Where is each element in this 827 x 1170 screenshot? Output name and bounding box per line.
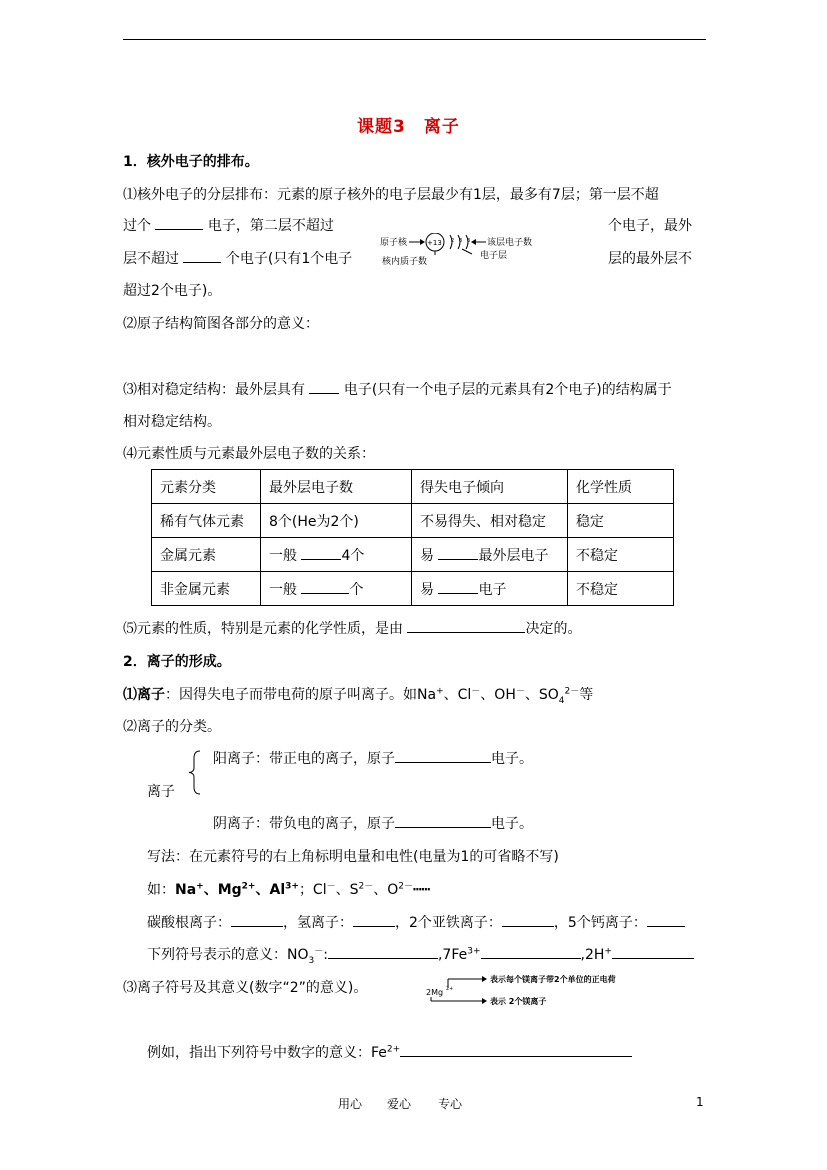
- s2-p2: ⑵离子的分类。: [123, 719, 221, 735]
- nucleus-value: +13: [427, 239, 442, 247]
- svg-text:2Mg: 2Mg: [426, 988, 444, 997]
- text: 一般: [269, 547, 297, 564]
- table-row: [152, 504, 674, 538]
- blank[interactable]: [301, 545, 341, 560]
- text: 过个: [123, 218, 151, 234]
- text: 4个: [341, 547, 365, 564]
- proton-label: 核内质子数: [382, 257, 428, 267]
- shell-label: 电子层: [480, 251, 508, 261]
- text: 碳酸根离子：: [147, 915, 231, 931]
- blank[interactable]: [438, 545, 478, 560]
- mg-ion-diagram: [426, 968, 716, 1010]
- atom-structure-diagram: [380, 233, 610, 267]
- header-rule: [123, 39, 706, 40]
- text: 最外层电子: [478, 547, 549, 564]
- table-cell: 稀有气体元素: [152, 504, 261, 538]
- footer-item: 爱心: [387, 1097, 412, 1111]
- text: 阳离子：带正电的离子，原子: [213, 751, 395, 767]
- blank[interactable]: [353, 912, 395, 927]
- footer-item: 用心: [338, 1097, 363, 1111]
- classification-brace: [186, 750, 202, 795]
- mg-note-bottom: 表示 2个镁离子: [490, 997, 547, 1006]
- s2-p3: ⑶离子符号及其意义(数字“2”的意义)。: [123, 980, 368, 996]
- blank[interactable]: [502, 912, 554, 927]
- blank[interactable]: [395, 748, 491, 763]
- text: 电子。: [491, 816, 533, 832]
- s1-p5: [123, 618, 581, 638]
- table-header-row: [152, 470, 674, 504]
- writing-rule: 写法：在元素符号的右上角标明电量和电性(电量为1的可省略不写): [147, 849, 559, 865]
- exercise-line-1: [147, 912, 685, 932]
- layer-count-label: 该层电子数: [487, 238, 533, 248]
- text: ，2个亚铁离子：: [395, 915, 502, 931]
- s1-p1-line2-end: 个电子，最外: [608, 218, 692, 234]
- blank[interactable]: [155, 215, 203, 230]
- blank[interactable]: [309, 379, 339, 394]
- ion-label: 离子: [147, 784, 175, 800]
- blank[interactable]: [183, 248, 221, 263]
- blank[interactable]: [481, 944, 581, 959]
- s1-p1-line4: 超过2个电子)。: [123, 283, 222, 299]
- s1-p1-line1: ⑴核外电子的分层排布：元素的原子核外的电子层最少有1层，最多有7层；第一层不超: [123, 187, 659, 203]
- text: 下列符号表示的意义：NO: [147, 947, 309, 963]
- blank[interactable]: [328, 944, 438, 959]
- s1-p3-line1: [123, 379, 672, 399]
- text: ，5个钙离子：: [553, 915, 647, 931]
- svg-text:2+: 2+: [446, 986, 454, 992]
- table-cell: 金属元素: [152, 538, 261, 572]
- table-cell: [261, 572, 412, 606]
- table-cell: 稳定: [568, 504, 674, 538]
- svg-text:2: 2: [451, 238, 455, 244]
- ion-term: ⑴离子: [123, 687, 165, 703]
- text: 决定的。: [525, 621, 582, 637]
- exercise-line-2: 下列符号表示的意义：$NO_3^-$: $,7Fe^{3+}$ ,2H+: [147, 944, 694, 964]
- page-number: 1: [696, 1095, 704, 1109]
- table-row: [152, 572, 674, 606]
- blank[interactable]: [438, 579, 478, 594]
- blank[interactable]: [400, 1042, 632, 1057]
- text: 电子: [478, 581, 507, 598]
- footer-item: 专心: [438, 1097, 463, 1111]
- text: 个电子(只有1个电子: [225, 251, 353, 267]
- text: 电子。: [491, 751, 533, 767]
- s1-p4: ⑷元素性质与元素最外层电子数的关系：: [123, 446, 375, 462]
- blank[interactable]: [395, 813, 491, 828]
- text: 电子，第二层不超过: [207, 218, 334, 234]
- text: 一般: [269, 581, 297, 598]
- table-cell: [412, 538, 568, 572]
- blank[interactable]: [231, 912, 283, 927]
- table-cell: 不易得失、相对稳定: [412, 504, 568, 538]
- s1-p1-line2: [123, 215, 334, 235]
- text: ⑶相对稳定结构：最外层具有: [123, 382, 305, 398]
- table-cell: 不稳定: [568, 572, 674, 606]
- table-cell: 非金属元素: [152, 572, 261, 606]
- s1-p1-line3-end: 层的最外层不: [608, 251, 692, 267]
- mg-note-top: 表示每个镁离子带2个单位的正电荷: [490, 975, 616, 984]
- table-cell: [261, 538, 412, 572]
- table-row: [152, 538, 674, 572]
- text: 电子(只有一个电子层的元素具有2个电子)的结构属于: [343, 382, 672, 398]
- final-example: 例如，指出下列符号中数字的意义：$Fe^{2+}$: [147, 1042, 632, 1062]
- s1-p3-line2: 相对稳定结构。: [123, 414, 221, 430]
- page-title: 课题3 离子: [357, 117, 460, 137]
- cation-line: [213, 748, 533, 768]
- table-header: 化学性质: [568, 470, 674, 504]
- blank[interactable]: [612, 944, 694, 959]
- table-header: 得失电子倾向: [412, 470, 568, 504]
- text: 个: [349, 581, 364, 598]
- svg-text:8: 8: [459, 238, 463, 244]
- s2-p1: ⑴离子：因得失电子而带电荷的原子叫离子。如Na+、Cl－、OH－、$SO_4^{2-}$等: [123, 686, 594, 706]
- text: 易: [420, 547, 434, 564]
- text: ⑸元素的性质，特别是元素的化学性质，是由: [123, 621, 403, 637]
- s1-p2: ⑵原子结构简图各部分的意义：: [123, 316, 319, 332]
- element-properties-table: [151, 469, 674, 606]
- blank[interactable]: [301, 579, 349, 594]
- text: 易: [420, 581, 434, 598]
- text: 例如，指出下列符号中数字的意义：Fe: [147, 1045, 387, 1061]
- section-1-heading: 1．核外电子的排布。: [123, 154, 259, 170]
- table-cell: [412, 572, 568, 606]
- blank[interactable]: [407, 618, 525, 633]
- ion-examples: 如：Na+、$Mg^{2+}$、$Al^{3+}$；Cl－、$S^{2-}$、$O^{2-}┅┅$: [147, 881, 430, 898]
- svg-text:3: 3: [467, 238, 471, 244]
- text: ：因得失电子而带电荷的原子叫离子。如Na: [165, 687, 437, 703]
- text: ，氢离子：: [283, 915, 353, 931]
- table-header: 元素分类: [152, 470, 261, 504]
- text: 层不超过: [123, 251, 179, 267]
- anion-line: [213, 813, 533, 833]
- nucleus-label: 原子核: [380, 238, 408, 248]
- section-2-heading: 2．离子的形成。: [123, 654, 231, 670]
- table-header: 最外层电子数: [261, 470, 412, 504]
- text: 阴离子：带负电的离子，原子: [213, 816, 395, 832]
- text: 如：: [147, 882, 175, 898]
- blank[interactable]: [647, 912, 685, 927]
- table-cell: 8个(He为2个): [261, 504, 412, 538]
- table-cell: 不稳定: [568, 538, 674, 572]
- s1-p1-line3: [123, 248, 352, 268]
